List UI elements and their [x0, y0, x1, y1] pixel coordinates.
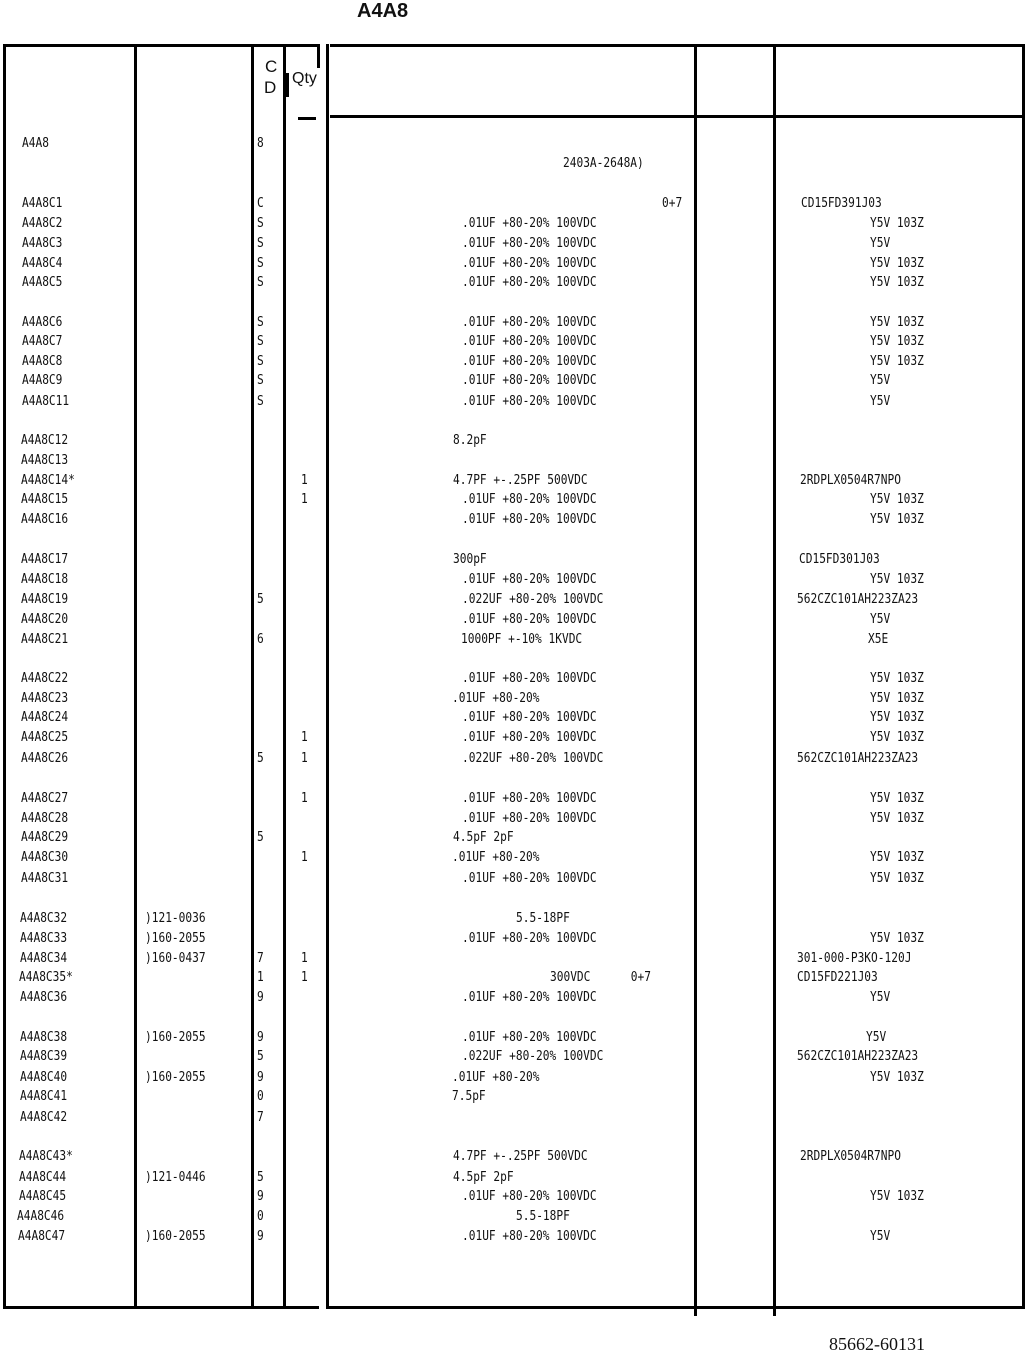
header-qty: Qty: [292, 70, 317, 87]
check-digit-cell: 7: [257, 951, 264, 966]
description-cell: .01UF +80-20% 100VDC: [462, 671, 597, 686]
mfr-part-number-cell: Y5V 103Z: [870, 354, 924, 369]
check-digit-cell: S: [257, 236, 264, 251]
mfr-part-number-cell: 562CZC101AH223ZA23: [797, 751, 919, 766]
qty-cell: 1: [301, 951, 308, 966]
check-digit-cell: 0: [257, 1089, 264, 1104]
description-cell: 7.5pF: [452, 1089, 486, 1104]
check-digit-cell: 7: [257, 1110, 264, 1125]
description-cell: 5.5-18PF: [516, 911, 570, 926]
description-cell: 2403A-2648A): [563, 156, 644, 171]
qty-header-dash: [298, 117, 316, 120]
top-border: [3, 44, 319, 47]
ref-designator-cell: A4A8C27: [21, 791, 69, 806]
check-digit-cell: 0: [257, 1209, 264, 1224]
mfr-part-number-cell: Y5V 103Z: [870, 492, 924, 507]
mfr-part-number-cell: Y5V 103Z: [870, 216, 924, 231]
ref-designator-cell: A4A8C4: [22, 256, 63, 271]
ref-designator-cell: A4A8C14*: [21, 473, 75, 488]
mfr-part-number-cell: Y5V 103Z: [870, 811, 924, 826]
description-cell: 5.5-18PF: [516, 1209, 570, 1224]
qty-header-bar: [286, 73, 289, 97]
mfr-part-number-cell: Y5V 103Z: [870, 572, 924, 587]
ref-designator-cell: A4A8C23: [21, 691, 69, 706]
mfr-part-number-cell: Y5V 103Z: [870, 850, 924, 865]
ref-designator-cell: A4A8C30: [21, 850, 69, 865]
check-digit-cell: S: [257, 275, 264, 290]
part-number-cell: )160-0437: [145, 951, 206, 966]
header-cd-bottom: D: [264, 78, 277, 97]
ref-designator-cell: A4A8C1: [22, 196, 63, 211]
col-line-0: [3, 44, 6, 1309]
ref-designator-cell: A4A8C12: [21, 433, 69, 448]
description-cell: 300pF: [453, 552, 487, 567]
mfr-part-number-cell: Y5V 103Z: [870, 730, 924, 745]
ref-designator-cell: A4A8C39: [20, 1049, 68, 1064]
description-cell: .01UF +80-20% 100VDC: [462, 1189, 597, 1204]
col-line-7: [773, 44, 776, 1316]
ref-designator-cell: A4A8C13: [21, 453, 69, 468]
mfr-part-number-cell: 2RDPLX0504R7NPO: [800, 473, 901, 488]
ref-designator-cell: A4A8C2: [22, 216, 63, 231]
mfr-part-number-cell: 562CZC101AH223ZA23: [797, 592, 919, 607]
part-number-cell: )121-0446: [145, 1170, 206, 1185]
ref-designator-cell: A4A8C18: [21, 572, 69, 587]
ref-designator-cell: A4A8C41: [20, 1089, 68, 1104]
ref-designator-cell: A4A8C17: [21, 552, 69, 567]
ref-designator-cell: A4A8C40: [20, 1070, 68, 1085]
check-digit-cell: 9: [257, 990, 264, 1005]
ref-designator-cell: A4A8C47: [18, 1229, 66, 1244]
mfr-part-number-cell: Y5V: [870, 373, 891, 388]
description-cell: .01UF +80-20% 100VDC: [462, 990, 597, 1005]
description-cell: 8.2pF: [453, 433, 487, 448]
qty-cell: 1: [301, 751, 308, 766]
description-cell: .01UF +80-20% 100VDC: [462, 334, 597, 349]
part-number-cell: )160-2055: [145, 1229, 206, 1244]
page-title: A4A8: [357, 0, 409, 22]
mfr-part-number-cell: CD15FD301J03: [799, 552, 880, 567]
check-digit-cell: 9: [257, 1229, 264, 1244]
header-divider: [330, 115, 1025, 118]
ref-designator-cell: A4A8C11: [22, 394, 70, 409]
col-line-2: [251, 44, 254, 1309]
ref-designator-cell: A4A8C35*: [19, 970, 73, 985]
description-cell: .01UF +80-20% 100VDC: [462, 256, 597, 271]
ref-designator-cell: A4A8C15: [21, 492, 69, 507]
check-digit-cell: 5: [257, 1170, 264, 1185]
qty-cell: 1: [301, 473, 308, 488]
ref-designator-cell: A4A8C42: [20, 1110, 68, 1125]
mfr-part-number-cell: Y5V 103Z: [870, 512, 924, 527]
description-cell: .01UF +80-20% 100VDC: [462, 811, 597, 826]
ref-designator-cell: A4A8C20: [21, 612, 69, 627]
check-digit-cell: 1: [257, 970, 264, 985]
part-number-cell: )121-0036: [145, 911, 206, 926]
ref-designator-cell: A4A8C5: [22, 275, 63, 290]
ref-designator-cell: A4A8C7: [22, 334, 63, 349]
part-number-footer: 85662-60131: [829, 1334, 925, 1354]
description-cell: .01UF +80-20% 100VDC: [462, 791, 597, 806]
description-cell: .01UF +80-20% 100VDC: [462, 236, 597, 251]
mfr-part-number-cell: Y5V: [866, 1030, 887, 1045]
ref-designator-cell: A4A8C25: [21, 730, 69, 745]
description-cell: 1000PF +-10% 1KVDC: [461, 632, 583, 647]
mfr-part-number-cell: Y5V: [870, 236, 891, 251]
description-cell: .01UF +80-20% 100VDC: [462, 354, 597, 369]
bottom-border: [3, 1306, 319, 1309]
check-digit-cell: S: [257, 315, 264, 330]
mfr-part-number-cell: Y5V 103Z: [870, 334, 924, 349]
check-digit-cell: S: [257, 373, 264, 388]
check-digit-cell: S: [257, 216, 264, 231]
description-cell: .022UF +80-20% 100VDC: [462, 751, 604, 766]
ref-designator-cell: A4A8C3: [22, 236, 63, 251]
check-digit-cell: 6: [257, 632, 264, 647]
ref-designator-cell: A4A8C34: [20, 951, 68, 966]
mfr-part-number-cell: Y5V: [870, 394, 891, 409]
check-digit-cell: 8: [257, 136, 264, 151]
col-line-1: [134, 44, 137, 1309]
description-cell: 300VDC 0+7: [550, 970, 651, 985]
col-line-3: [283, 44, 286, 1309]
check-digit-cell: S: [257, 354, 264, 369]
mfr-part-number-cell: Y5V: [870, 612, 891, 627]
part-number-cell: )160-2055: [145, 931, 206, 946]
ref-designator-cell: A4A8: [22, 136, 49, 151]
qty-cell: 1: [301, 791, 308, 806]
check-digit-cell: 5: [257, 830, 264, 845]
check-digit-cell: 5: [257, 751, 264, 766]
ref-designator-cell: A4A8C22: [21, 671, 69, 686]
mfr-part-number-cell: CD15FD391J03: [801, 196, 882, 211]
mfr-part-number-cell: CD15FD221J03: [797, 970, 878, 985]
ref-designator-cell: A4A8C38: [20, 1030, 68, 1045]
mfr-part-number-cell: Y5V 103Z: [870, 256, 924, 271]
description-cell: .01UF +80-20%: [452, 1070, 540, 1085]
mfr-part-number-cell: Y5V: [870, 1229, 891, 1244]
check-digit-cell: 9: [257, 1070, 264, 1085]
ref-designator-cell: A4A8C8: [22, 354, 63, 369]
description-cell: 4.7PF +-.25PF 500VDC: [453, 473, 588, 488]
mfr-part-number-cell: Y5V 103Z: [870, 671, 924, 686]
col-line-4: [317, 44, 320, 68]
qty-cell: 1: [301, 730, 308, 745]
description-cell: .01UF +80-20% 100VDC: [462, 1030, 597, 1045]
ref-designator-cell: A4A8C6: [22, 315, 63, 330]
ref-designator-cell: A4A8C28: [21, 811, 69, 826]
ref-designator-cell: A4A8C29: [21, 830, 69, 845]
ref-designator-cell: A4A8C44: [19, 1170, 67, 1185]
description-cell: .01UF +80-20%: [452, 850, 540, 865]
description-cell: 4.7PF +-.25PF 500VDC: [453, 1149, 588, 1164]
check-digit-cell: S: [257, 394, 264, 409]
description-cell: 0+7: [662, 196, 683, 211]
ref-designator-cell: A4A8C43*: [19, 1149, 73, 1164]
description-cell: .01UF +80-20% 100VDC: [462, 710, 597, 725]
description-cell: .01UF +80-20% 100VDC: [462, 871, 597, 886]
ref-designator-cell: A4A8C19: [21, 592, 69, 607]
header-cd-top: C: [265, 57, 278, 76]
description-cell: .01UF +80-20% 100VDC: [462, 275, 597, 290]
ref-designator-cell: A4A8C33: [20, 931, 68, 946]
mfr-part-number-cell: 2RDPLX0504R7NPO: [800, 1149, 901, 1164]
description-cell: 4.5pF 2pF: [453, 1170, 514, 1185]
top-border-right: [330, 44, 1025, 47]
description-cell: .01UF +80-20% 100VDC: [462, 216, 597, 231]
check-digit-cell: 5: [257, 592, 264, 607]
part-number-cell: )160-2055: [145, 1070, 206, 1085]
check-digit-cell: 5: [257, 1049, 264, 1064]
mfr-part-number-cell: Y5V: [870, 990, 891, 1005]
description-cell: .022UF +80-20% 100VDC: [462, 1049, 604, 1064]
mfr-part-number-cell: Y5V 103Z: [870, 871, 924, 886]
description-cell: .022UF +80-20% 100VDC: [462, 592, 604, 607]
check-digit-cell: S: [257, 334, 264, 349]
part-number-cell: )160-2055: [145, 1030, 206, 1045]
ref-designator-cell: A4A8C9: [22, 373, 63, 388]
ref-designator-cell: A4A8C26: [21, 751, 69, 766]
ref-designator-cell: A4A8C16: [21, 512, 69, 527]
check-digit-cell: S: [257, 256, 264, 271]
description-cell: .01UF +80-20% 100VDC: [462, 931, 597, 946]
description-cell: .01UF +80-20% 100VDC: [462, 315, 597, 330]
bottom-border-right: [326, 1306, 1025, 1309]
description-cell: .01UF +80-20% 100VDC: [462, 1229, 597, 1244]
mfr-part-number-cell: Y5V 103Z: [870, 275, 924, 290]
ref-designator-cell: A4A8C36: [20, 990, 68, 1005]
ref-designator-cell: A4A8C46: [17, 1209, 65, 1224]
check-digit-cell: 9: [257, 1189, 264, 1204]
qty-cell: 1: [301, 970, 308, 985]
check-digit-cell: C: [257, 196, 264, 211]
ref-designator-cell: A4A8C45: [19, 1189, 67, 1204]
col-line-8: [1022, 44, 1025, 1309]
ref-designator-cell: A4A8C32: [20, 911, 68, 926]
mfr-part-number-cell: 301-000-P3KO-120J: [797, 951, 912, 966]
col-line-5: [326, 44, 329, 1309]
mfr-part-number-cell: Y5V 103Z: [870, 791, 924, 806]
description-cell: .01UF +80-20% 100VDC: [462, 572, 597, 587]
description-cell: .01UF +80-20% 100VDC: [462, 512, 597, 527]
mfr-part-number-cell: Y5V 103Z: [870, 710, 924, 725]
mfr-part-number-cell: Y5V 103Z: [870, 315, 924, 330]
description-cell: .01UF +80-20% 100VDC: [462, 373, 597, 388]
mfr-part-number-cell: 562CZC101AH223ZA23: [797, 1049, 919, 1064]
description-cell: .01UF +80-20% 100VDC: [462, 492, 597, 507]
mfr-part-number-cell: Y5V 103Z: [870, 931, 924, 946]
description-cell: .01UF +80-20%: [452, 691, 540, 706]
col-line-6: [694, 44, 697, 1316]
ref-designator-cell: A4A8C31: [21, 871, 69, 886]
qty-cell: 1: [301, 492, 308, 507]
mfr-part-number-cell: Y5V 103Z: [870, 1070, 924, 1085]
description-cell: .01UF +80-20% 100VDC: [462, 394, 597, 409]
ref-designator-cell: A4A8C21: [21, 632, 69, 647]
description-cell: .01UF +80-20% 100VDC: [462, 612, 597, 627]
description-cell: 4.5pF 2pF: [453, 830, 514, 845]
mfr-part-number-cell: Y5V 103Z: [870, 691, 924, 706]
mfr-part-number-cell: X5E: [868, 632, 889, 647]
qty-cell: 1: [301, 850, 308, 865]
check-digit-cell: 9: [257, 1030, 264, 1045]
description-cell: .01UF +80-20% 100VDC: [462, 730, 597, 745]
mfr-part-number-cell: Y5V 103Z: [870, 1189, 924, 1204]
ref-designator-cell: A4A8C24: [21, 710, 69, 725]
